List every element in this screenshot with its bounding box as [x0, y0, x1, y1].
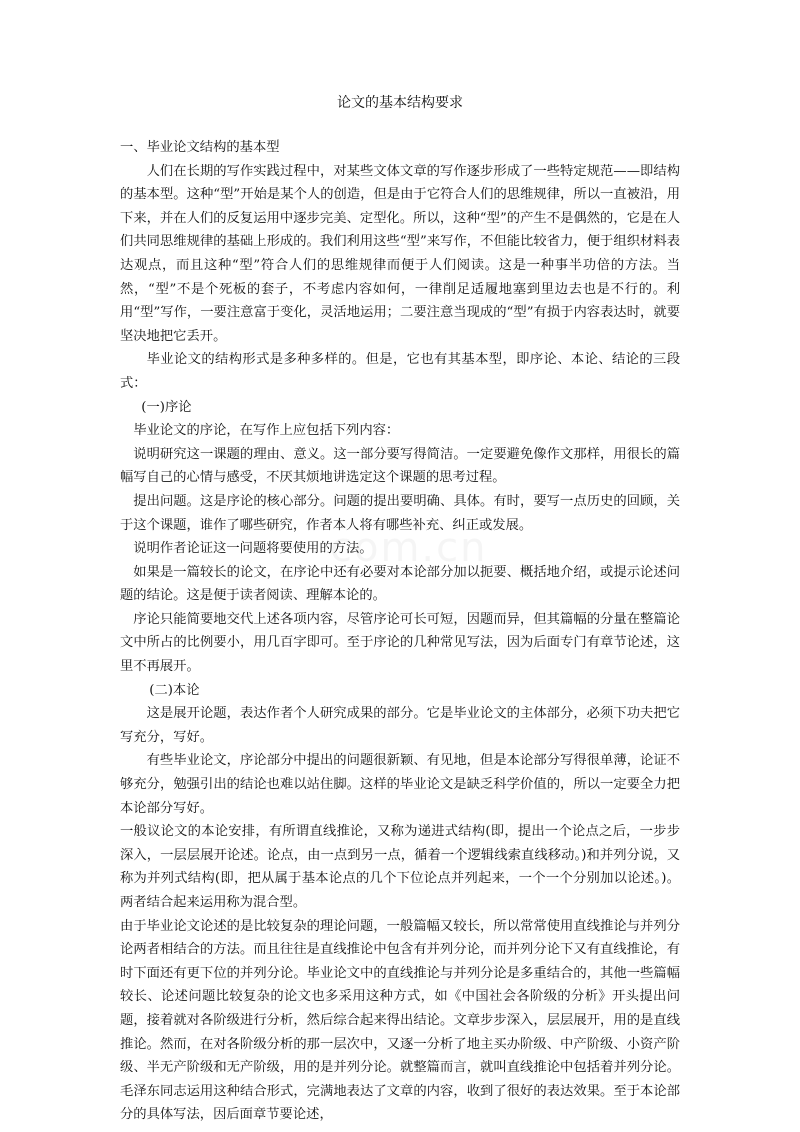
- paragraph-main-body-combined: 由于毕业论文论述的是比较复杂的理论问题，一般篇幅又较长，所以常常使用直线推论与并列分论两者相结合的方法。而且往往是直线推论中包含有并列分论，而并列分论下又有直线推论，有时下面还有更下位的并列分论。毕业论文中的直线推论与并列分论是多重结合的，其他一些篇幅较长、论述问题比较复杂的论文也多采用这种方式，如《中国社会各阶级的分析》开头提出问题，接着就对各阶级进行分析，然后综合起来得出结论。文章步步深入，层层展开，用的是直线推论。然而，在对各阶级分析的那一层次中，又逐一分析了地主买办阶级、中产阶级、小资产阶级、半无产阶级和无产阶级，用的是并列分论。就整篇而言，就叫直线推论中包括着并列分论。毛泽东同志运用这种结合形式，完满地表达了文章的内容，收到了很好的表达效果。至于本论部分的具体写法，因后面章节要论述，: [120, 918, 680, 1123]
- paragraph-preface-contents: 毕业论文的序论，在写作上应包括下列内容：: [133, 423, 400, 439]
- paragraph-three-part-form: 毕业论文的结构形式是多种多样的。但是，它也有其基本型，即序论、本论、结论的三段式：: [120, 352, 680, 391]
- paragraph-preface-length: 序论只能简要地交代上述各项内容，尽管序论可长可短，因题而异，但其篇幅的分量在整篇论文中所占的比例要小，用几百字即可。至于序论的几种常见写法，因为后面专门有章节论述，这里不再展开。: [120, 611, 680, 675]
- paragraph-main-body-intro: 这是展开论题，表达作者个人研究成果的部分。它是毕业论文的主体部分，必须下功夫把它写充分，写好。: [120, 706, 680, 745]
- section-heading-basic-structure: 一、毕业论文结构的基本型: [120, 140, 280, 155]
- paragraph-preface-method: 说明作者论证这一问题将要使用的方法。: [133, 541, 373, 557]
- watermark-text: com.cn: [330, 525, 488, 571]
- paragraph-structure-intro: 人们在长期的写作实践过程中，对某些文体文章的写作逐步形成了一些特定规范——即结构的基本型。这种“型”开始是某个人的创造，但是由于它符合人们的思维规律，所以一直被沿，用下来，并在人们的反复运用中逐步完美、定型化。所以，这种“型”的产生不是偶然的，它是在人们共同思维规律的基础上形成的。我们利用这些“型”来写作，不但能比较省力，便于组织材料表达观点，而且这种“型”符合人们的思维规律而便于人们阅读。这是一种事半功倍的方法。当然，“型”不是个死板的套子，不考虑内容如何，一律削足适履地塞到里边去也是不行的。利用“型”写作，一要注意富于变化，灵活地运用；二要注意当现成的“型”有损于内容表达时，就要坚决地把它丢开。: [120, 163, 680, 344]
- document-title: 论文的基本结构要求: [337, 95, 463, 111]
- subheading-preface: (一)序论: [141, 399, 192, 415]
- paragraph-main-body-weak: 有些毕业论文，序论部分中提出的问题很新颖、有见地，但是本论部分写得很单薄，论证不够充分，勉强引出的结论也难以站住脚。这样的毕业论文是缺乏科学价值的，所以一定要全力把本论部分写好。: [120, 753, 680, 816]
- paragraph-preface-question: 提出问题。这是序论的核心部分。问题的提出要明确、具体。有时，要写一点历史的回顾，关于这个课题，谁作了哪些研究，作者本人将有哪些补充、纠正或发展。: [120, 493, 680, 533]
- subheading-main-body: (二)本论: [149, 682, 200, 698]
- paragraph-preface-summary: 如果是一篇较长的论文，在序论中还有必要对本论部分加以扼要、概括地介绍，或提示论述问题的结论。这是便于读者阅读、理解本论的。: [120, 564, 680, 604]
- paragraph-main-body-structures: 一般议论文的本论安排，有所谓直线推论，又称为递进式结构(即，提出一个论点之后，一步步深入，一层层展开论述。论点，由一点到另一点，循着一个逻辑线索直线移动。)和并列分说，又称为并列式结构(即，把从属于基本论点的几个下位论点并列起来，一个一个分别加以论述。)。两者结合起来运用称为混合型。: [120, 824, 680, 910]
- paragraph-preface-reason: 说明研究这一课题的理由、意义。这一部分要写得简洁。一定要避免像作文那样，用很长的篇幅写自己的心情与感受，不厌其烦地讲选定这个课题的思考过程。: [120, 446, 680, 486]
- document-page: [120, 92, 680, 1127]
